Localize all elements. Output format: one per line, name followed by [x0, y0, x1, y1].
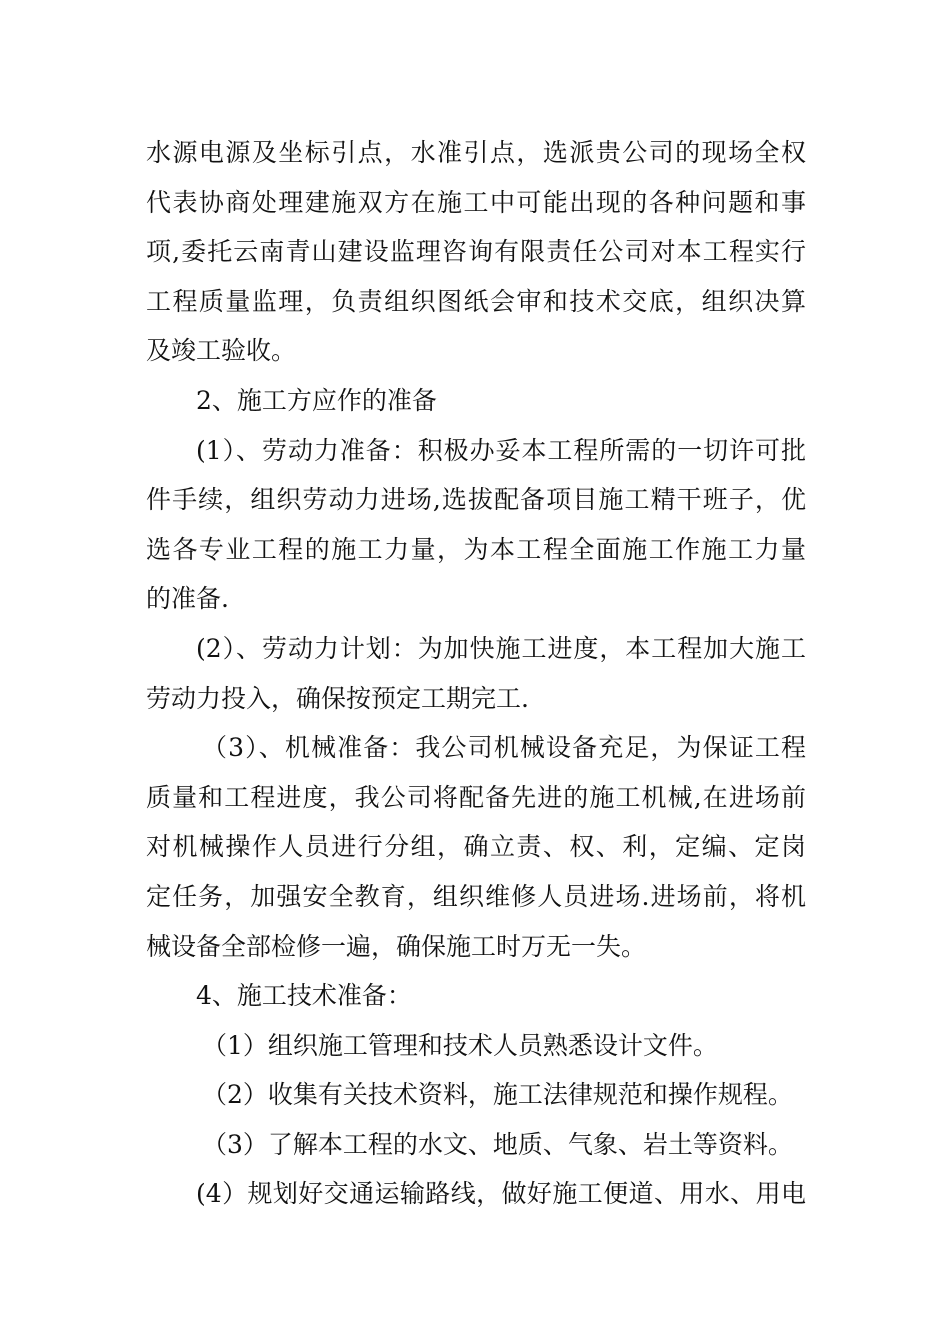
paragraph-line: 械设备全部检修一遍，确保施工时万无一失。: [146, 931, 647, 961]
paragraph-line: 水源电源及坐标引点，水准引点，选派贵公司的现场全权: [146, 138, 806, 167]
paragraph-line: 质量和工程进度，我公司将配备先进的施工机械,在进场前: [146, 782, 806, 812]
document-body: [146, 128, 806, 1219]
section-heading: 4、施工技术准备：: [196, 981, 412, 1011]
section-heading: 2、施工方应作的准备: [196, 385, 437, 415]
paragraph-line: （3）、机械准备：我公司机械设备充足，为保证工程: [202, 733, 806, 763]
paragraph-line: 件手续，组织劳动力进场,选拔配备项目施工精干班子，优: [146, 485, 806, 515]
paragraph-line: (2）、劳动力计划：为加快施工进度，本工程加大施工: [196, 633, 806, 663]
paragraph-line: 选各专业工程的施工力量，为本工程全面施工作施工力量: [146, 534, 806, 564]
paragraph-line: 定任务，加强安全教育，组织维修人员进场.进场前，将机: [146, 881, 806, 911]
list-item: (4）规划好交通运输路线，做好施工便道、用水、用电: [196, 1179, 806, 1209]
list-item: （2）收集有关技术资料，施工法律规范和操作规程。: [202, 1080, 793, 1110]
paragraph-line: 及竣工验收。: [146, 336, 297, 366]
paragraph-line: 的准备.: [146, 584, 229, 614]
paragraph-line: 代表协商处理建施双方在施工中可能出现的各种问题和事: [146, 187, 806, 217]
list-item: （1）组织施工管理和技术人员熟悉设计文件。: [202, 1030, 718, 1060]
list-item: （3）了解本工程的水文、地质、气象、岩土等资料。: [202, 1129, 793, 1159]
paragraph-line: (1）、劳动力准备：积极办妥本工程所需的一切许可批: [196, 435, 806, 465]
paragraph-line: 工程质量监理，负责组织图纸会审和技术交底，组织决算: [146, 286, 806, 316]
paragraph-line: 项,委托云南青山建设监理咨询有限责任公司对本工程实行: [146, 237, 806, 267]
paragraph-line: 对机械操作人员进行分组，确立责、权、利，定编、定岗: [146, 832, 806, 862]
paragraph-line: 劳动力投入，确保按预定工期完工.: [146, 683, 529, 713]
